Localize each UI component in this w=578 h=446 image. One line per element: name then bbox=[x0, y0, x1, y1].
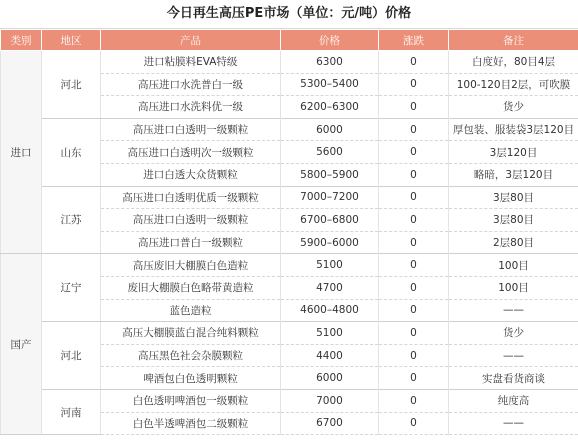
price-cell: 5900–6000 bbox=[281, 231, 379, 254]
product-cell: 高压进口白透明一级颗粒 bbox=[101, 118, 281, 141]
note-cell: 3层80目 bbox=[449, 186, 578, 209]
product-cell: 高压进口水洗普白一级 bbox=[101, 73, 281, 96]
change-cell: 0 bbox=[379, 73, 449, 96]
category-cell: 国产 bbox=[1, 254, 42, 435]
change-cell: 0 bbox=[379, 412, 449, 435]
note-cell: 货少 bbox=[449, 96, 578, 119]
product-cell: 进口粘膜料EVA特级 bbox=[101, 51, 281, 74]
product-cell: 高压黑色社会杂膜颗粒 bbox=[101, 344, 281, 367]
note-cell: 厚包装、服装袋3层120目 bbox=[449, 118, 578, 141]
table-header-row bbox=[1, 30, 578, 51]
note-cell: 货少 bbox=[449, 322, 578, 345]
note-cell: 3层120目 bbox=[449, 141, 578, 164]
product-cell: 废旧大棚膜白色略带黄造粒 bbox=[101, 276, 281, 299]
region-cell: 江苏 bbox=[42, 186, 101, 254]
note-cell: 100-120目2层，可吹膜 bbox=[449, 73, 578, 96]
product-cell: 白色半透啤酒包二级颗粒 bbox=[101, 412, 281, 435]
note-cell: —— bbox=[449, 299, 578, 322]
product-cell: 高压进口白透明次一级颗粒 bbox=[101, 141, 281, 164]
note-cell: 3层80目 bbox=[449, 209, 578, 232]
product-cell: 高压进口普白一级颗粒 bbox=[101, 231, 281, 254]
change-cell: 0 bbox=[379, 299, 449, 322]
category-cell: 进口 bbox=[1, 51, 42, 254]
region-cell: 河北 bbox=[42, 322, 101, 390]
price-cell: 6700–6800 bbox=[281, 209, 379, 232]
product-cell: 进口白透大众货颗粒 bbox=[101, 163, 281, 186]
table-row bbox=[1, 254, 578, 277]
change-cell: 0 bbox=[379, 96, 449, 119]
price-cell: 4600–4800 bbox=[281, 299, 379, 322]
table-body bbox=[1, 51, 578, 435]
table-row bbox=[1, 51, 578, 74]
region-cell: 河北 bbox=[42, 51, 101, 119]
table-row bbox=[1, 322, 578, 345]
note-cell: 实盘看货商谈 bbox=[449, 367, 578, 390]
change-cell: 0 bbox=[379, 276, 449, 299]
price-cell: 7000–7200 bbox=[281, 186, 379, 209]
table-row bbox=[1, 186, 578, 209]
change-cell: 0 bbox=[379, 231, 449, 254]
price-cell: 5800–5900 bbox=[281, 163, 379, 186]
product-cell: 白色透明啤酒包一级颗粒 bbox=[101, 389, 281, 412]
change-cell: 0 bbox=[379, 322, 449, 345]
change-cell: 0 bbox=[379, 51, 449, 74]
product-cell: 高压废旧大棚膜白色造粒 bbox=[101, 254, 281, 277]
product-cell: 高压进口水洗料优一级 bbox=[101, 96, 281, 119]
note-cell: —— bbox=[449, 344, 578, 367]
change-cell: 0 bbox=[379, 186, 449, 209]
table-row bbox=[1, 118, 578, 141]
table-row bbox=[1, 389, 578, 412]
change-cell: 0 bbox=[379, 367, 449, 390]
price-cell: 6700 bbox=[281, 412, 379, 435]
price-cell: 5100 bbox=[281, 254, 379, 277]
header-region: 地区 bbox=[42, 30, 101, 51]
region-cell: 山东 bbox=[42, 118, 101, 186]
price-cell: 6200–6300 bbox=[281, 96, 379, 119]
product-cell: 啤酒包白色透明颗粒 bbox=[101, 367, 281, 390]
change-cell: 0 bbox=[379, 254, 449, 277]
change-cell: 0 bbox=[379, 389, 449, 412]
header-note: 备注 bbox=[449, 30, 578, 51]
header-product: 产品 bbox=[101, 30, 281, 51]
note-cell: 2层80目 bbox=[449, 231, 578, 254]
note-cell: 略暗，3层120目 bbox=[449, 163, 578, 186]
note-cell: 纯度高 bbox=[449, 389, 578, 412]
note-cell: —— bbox=[449, 412, 578, 435]
change-cell: 0 bbox=[379, 141, 449, 164]
note-cell: 白度好，80目4层 bbox=[449, 51, 578, 74]
price-cell: 5300–5400 bbox=[281, 73, 379, 96]
region-cell: 河南 bbox=[42, 389, 101, 434]
product-cell: 蓝色造粒 bbox=[101, 299, 281, 322]
region-cell: 辽宁 bbox=[42, 254, 101, 322]
note-cell: 100目 bbox=[449, 276, 578, 299]
price-cell: 4400 bbox=[281, 344, 379, 367]
price-table bbox=[0, 29, 578, 435]
change-cell: 0 bbox=[379, 344, 449, 367]
change-cell: 0 bbox=[379, 163, 449, 186]
price-cell: 6300 bbox=[281, 51, 379, 74]
price-cell: 6000 bbox=[281, 367, 379, 390]
price-cell: 5100 bbox=[281, 322, 379, 345]
header-change: 涨跌 bbox=[379, 30, 449, 51]
price-cell: 5600 bbox=[281, 141, 379, 164]
product-cell: 高压进口白透明优质一级颗粒 bbox=[101, 186, 281, 209]
change-cell: 0 bbox=[379, 118, 449, 141]
price-cell: 6000 bbox=[281, 118, 379, 141]
price-cell: 7000 bbox=[281, 389, 379, 412]
header-category: 类别 bbox=[1, 30, 42, 51]
product-cell: 高压大棚膜蓝白混合纯料颗粒 bbox=[101, 322, 281, 345]
note-cell: 100目 bbox=[449, 254, 578, 277]
change-cell: 0 bbox=[379, 209, 449, 232]
product-cell: 高压进口白透明一级颗粒 bbox=[101, 209, 281, 232]
page-title: 今日再生高压PE市场（单位：元/吨）价格 bbox=[0, 0, 578, 29]
header-price: 价格 bbox=[281, 30, 379, 51]
price-cell: 4700 bbox=[281, 276, 379, 299]
